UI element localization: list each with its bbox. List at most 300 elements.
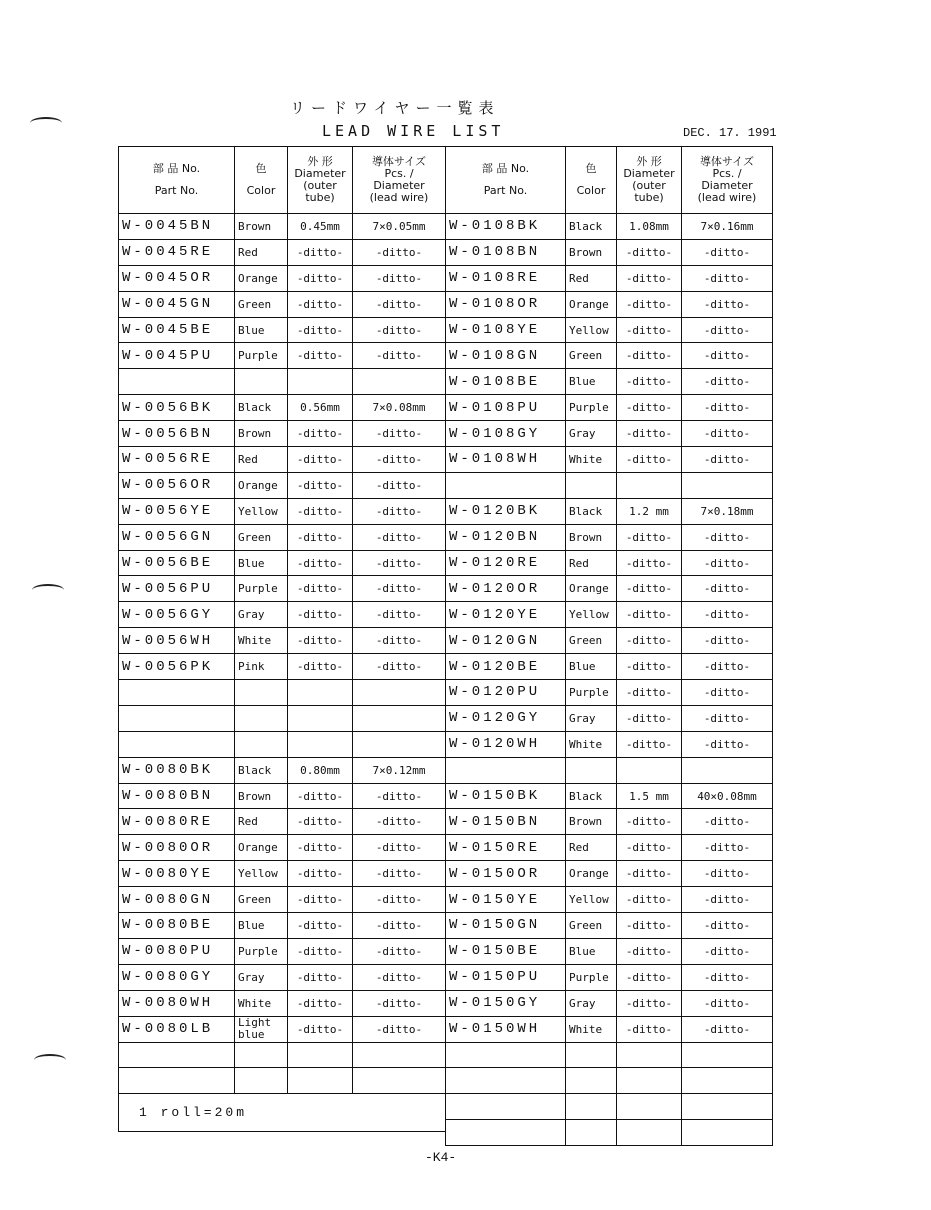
- part-no-cell: W-0120YE: [446, 602, 566, 628]
- pcs-header-en: Diameter: [701, 179, 753, 192]
- part-no-cell: [446, 1094, 566, 1120]
- table-row: [119, 239, 446, 265]
- pcs-cell: -ditto-: [353, 887, 446, 913]
- table-row: [119, 369, 446, 395]
- color-header-jp: 色: [255, 162, 267, 175]
- color-cell: Blue: [566, 369, 617, 395]
- color-cell: Blue: [235, 913, 288, 939]
- diameter-cell: -ditto-: [288, 447, 353, 473]
- part-no-cell: W-0080GN: [119, 887, 235, 913]
- diameter-cell: 1.08mm: [617, 214, 682, 240]
- color-cell: Red: [566, 265, 617, 291]
- color-cell: Gray: [566, 705, 617, 731]
- header-row: [119, 147, 446, 214]
- part-no-cell: [446, 1068, 566, 1094]
- pcs-cell: -ditto-: [353, 550, 446, 576]
- pcs-cell: -ditto-: [353, 265, 446, 291]
- diameter-cell: -ditto-: [288, 421, 353, 447]
- table-row: [446, 1094, 773, 1120]
- color-cell: Black: [566, 498, 617, 524]
- part-no-cell: W-0120PU: [446, 680, 566, 706]
- part-no-cell: W-0056RE: [119, 447, 235, 473]
- pcs-cell: 7×0.18mm: [682, 498, 773, 524]
- diameter-cell: -ditto-: [617, 343, 682, 369]
- color-cell: Orange: [235, 265, 288, 291]
- part-no-cell: W-0056PU: [119, 576, 235, 602]
- diameter-header-en: Diameter: [623, 167, 675, 180]
- diameter-cell: [288, 731, 353, 757]
- pcs-cell: -ditto-: [682, 938, 773, 964]
- diameter-cell: -ditto-: [617, 576, 682, 602]
- color-cell: [566, 1042, 617, 1068]
- table-row: [119, 214, 446, 240]
- table-row: [446, 291, 773, 317]
- color-cell: White: [235, 990, 288, 1016]
- diameter-cell: -ditto-: [288, 343, 353, 369]
- table-row: [119, 913, 446, 939]
- color-cell: Red: [235, 809, 288, 835]
- color-header: [235, 147, 288, 214]
- pcs-cell: [682, 472, 773, 498]
- part-no-cell: W-0108BN: [446, 239, 566, 265]
- table-row: [446, 938, 773, 964]
- pcs-cell: -ditto-: [353, 524, 446, 550]
- diameter-cell: -ditto-: [288, 265, 353, 291]
- color-cell: White: [566, 1016, 617, 1042]
- table-row: [119, 602, 446, 628]
- part-no-cell: [446, 1042, 566, 1068]
- table-row: [446, 602, 773, 628]
- table-row: [119, 498, 446, 524]
- part-no-cell: [119, 731, 235, 757]
- table-row: [446, 550, 773, 576]
- table-row: [119, 705, 446, 731]
- diameter-cell: -ditto-: [617, 447, 682, 473]
- table-row: [119, 447, 446, 473]
- pcs-cell: -ditto-: [682, 317, 773, 343]
- part-no-cell: [119, 1068, 235, 1094]
- pcs-cell: -ditto-: [353, 421, 446, 447]
- pcs-header-jp: 導体サイズ: [371, 155, 427, 168]
- diameter-cell: -ditto-: [617, 291, 682, 317]
- diameter-cell: [617, 1068, 682, 1094]
- table-row: [446, 757, 773, 783]
- diameter-cell: -ditto-: [288, 602, 353, 628]
- pcs-cell: -ditto-: [682, 602, 773, 628]
- table-row: [119, 524, 446, 550]
- part-no-cell: W-0056GN: [119, 524, 235, 550]
- color-cell: Red: [235, 239, 288, 265]
- table-row: [119, 550, 446, 576]
- diameter-cell: -ditto-: [617, 809, 682, 835]
- part-no-cell: W-0120OR: [446, 576, 566, 602]
- diameter-cell: -ditto-: [288, 938, 353, 964]
- color-cell: Brown: [235, 214, 288, 240]
- diameter-cell: -ditto-: [617, 861, 682, 887]
- table-row: [446, 964, 773, 990]
- part-no-cell: W-0080OR: [119, 835, 235, 861]
- color-cell: Green: [235, 887, 288, 913]
- pcs-cell: [682, 1042, 773, 1068]
- part-no-cell: W-0080GY: [119, 964, 235, 990]
- diameter-cell: -ditto-: [288, 498, 353, 524]
- margin-mark: [32, 584, 64, 596]
- table-row: [119, 964, 446, 990]
- table-row: [446, 887, 773, 913]
- pcs-cell: -ditto-: [353, 783, 446, 809]
- roll-length-note: 1 roll=20m: [119, 1094, 446, 1132]
- part-no-cell: W-0150GY: [446, 990, 566, 1016]
- color-cell: Gray: [235, 964, 288, 990]
- part-no-cell: W-0150OR: [446, 861, 566, 887]
- color-cell: Purple: [566, 964, 617, 990]
- diameter-cell: [617, 1094, 682, 1120]
- pcs-header-en: Pcs. /: [712, 167, 742, 180]
- part-no-cell: W-0150RE: [446, 835, 566, 861]
- table-row: [119, 783, 446, 809]
- color-cell: [566, 1094, 617, 1120]
- pcs-cell: -ditto-: [682, 680, 773, 706]
- table-row: [119, 291, 446, 317]
- part-no-cell: [119, 1042, 235, 1068]
- table-row: [119, 317, 446, 343]
- table-row: [119, 1042, 446, 1068]
- diameter-header-jp: 外 形: [636, 155, 662, 168]
- color-cell: Brown: [566, 809, 617, 835]
- table-row: [119, 861, 446, 887]
- color-cell: Purple: [566, 395, 617, 421]
- table-row: [446, 990, 773, 1016]
- color-cell: [235, 731, 288, 757]
- pcs-cell: -ditto-: [682, 835, 773, 861]
- color-cell: [566, 472, 617, 498]
- part-no-cell: W-0108WH: [446, 447, 566, 473]
- diameter-cell: -ditto-: [617, 265, 682, 291]
- part-no-header-jp: 部 品 No.: [152, 162, 201, 175]
- color-cell: Brown: [566, 524, 617, 550]
- diameter-cell: -ditto-: [617, 1016, 682, 1042]
- diameter-cell: -ditto-: [288, 809, 353, 835]
- pcs-header-jp: 導体サイズ: [699, 155, 755, 168]
- table-row: [446, 861, 773, 887]
- page-number: -K4-: [425, 1150, 457, 1165]
- diameter-cell: -ditto-: [617, 628, 682, 654]
- table-row: [119, 343, 446, 369]
- margin-mark: [34, 1054, 66, 1066]
- table-row: [119, 265, 446, 291]
- diameter-cell: [288, 1042, 353, 1068]
- diameter-cell: [617, 472, 682, 498]
- pcs-cell: -ditto-: [353, 447, 446, 473]
- color-cell: [235, 705, 288, 731]
- part-no-cell: W-0108BE: [446, 369, 566, 395]
- color-cell: Black: [566, 214, 617, 240]
- part-no-cell: W-0150BK: [446, 783, 566, 809]
- pcs-header-en: Pcs. /: [384, 167, 414, 180]
- color-cell: Gray: [566, 990, 617, 1016]
- part-no-cell: W-0080PU: [119, 938, 235, 964]
- color-cell: Green: [566, 628, 617, 654]
- pcs-cell: -ditto-: [682, 395, 773, 421]
- color-cell: [235, 369, 288, 395]
- color-cell: Orange: [566, 861, 617, 887]
- table-row: [446, 1120, 773, 1146]
- table-row: [446, 783, 773, 809]
- diameter-cell: 1.2 mm: [617, 498, 682, 524]
- color-cell: Gray: [235, 602, 288, 628]
- table-row: [446, 447, 773, 473]
- color-cell: Yellow: [235, 861, 288, 887]
- part-no-cell: W-0056OR: [119, 472, 235, 498]
- lead-wire-table-right: [445, 146, 773, 1146]
- color-cell: [235, 1042, 288, 1068]
- part-no-cell: W-0108GN: [446, 343, 566, 369]
- pcs-cell: 7×0.12mm: [353, 757, 446, 783]
- diameter-cell: -ditto-: [617, 887, 682, 913]
- pcs-cell: 7×0.16mm: [682, 214, 773, 240]
- diameter-cell: -ditto-: [288, 964, 353, 990]
- diameter-cell: -ditto-: [617, 938, 682, 964]
- pcs-header-en: Diameter: [373, 179, 425, 192]
- part-no-header: [119, 147, 235, 214]
- pcs-cell: -ditto-: [353, 861, 446, 887]
- table-row: [119, 887, 446, 913]
- table-row: [446, 913, 773, 939]
- document-date: DEC. 17. 1991: [683, 126, 777, 140]
- pcs-header-en: (lead wire): [369, 191, 429, 204]
- table-row: [446, 809, 773, 835]
- color-header-en: Color: [576, 184, 606, 197]
- table-row: [119, 757, 446, 783]
- table-row: [446, 1068, 773, 1094]
- pcs-cell: [353, 680, 446, 706]
- part-no-cell: W-0120BN: [446, 524, 566, 550]
- part-no-cell: W-0045RE: [119, 239, 235, 265]
- diameter-cell: -ditto-: [617, 550, 682, 576]
- diameter-cell: -ditto-: [617, 913, 682, 939]
- pcs-cell: -ditto-: [682, 550, 773, 576]
- part-no-cell: W-0108BK: [446, 214, 566, 240]
- table-row: [446, 214, 773, 240]
- footer-row: [119, 1094, 446, 1132]
- pcs-cell: -ditto-: [353, 602, 446, 628]
- pcs-cell: [353, 369, 446, 395]
- part-no-header: [446, 147, 566, 214]
- pcs-cell: -ditto-: [353, 654, 446, 680]
- diameter-cell: -ditto-: [288, 317, 353, 343]
- part-no-cell: W-0120WH: [446, 731, 566, 757]
- color-cell: Brown: [235, 421, 288, 447]
- header-row: [446, 147, 773, 214]
- table-row: [446, 317, 773, 343]
- diameter-cell: -ditto-: [288, 1016, 353, 1042]
- pcs-cell: -ditto-: [353, 291, 446, 317]
- part-no-cell: W-0150BE: [446, 938, 566, 964]
- pcs-cell: [682, 1068, 773, 1094]
- diameter-cell: -ditto-: [617, 421, 682, 447]
- part-no-cell: W-0080BE: [119, 913, 235, 939]
- part-no-cell: W-0108GY: [446, 421, 566, 447]
- diameter-cell: -ditto-: [617, 602, 682, 628]
- pcs-cell: -ditto-: [682, 731, 773, 757]
- color-cell: [566, 1120, 617, 1146]
- color-cell: White: [566, 731, 617, 757]
- diameter-header-jp: 外 形: [307, 155, 333, 168]
- part-no-cell: W-0045GN: [119, 291, 235, 317]
- pcs-cell: -ditto-: [353, 628, 446, 654]
- table-row: [446, 1042, 773, 1068]
- part-no-header-jp: 部 品 No.: [481, 162, 530, 175]
- part-no-cell: W-0080BK: [119, 757, 235, 783]
- color-cell: Green: [235, 524, 288, 550]
- pcs-header: [353, 147, 446, 214]
- diameter-cell: [288, 705, 353, 731]
- diameter-cell: [288, 1068, 353, 1094]
- pcs-cell: -ditto-: [353, 809, 446, 835]
- color-cell: Red: [566, 550, 617, 576]
- part-no-cell: [446, 757, 566, 783]
- color-cell: Blue: [235, 550, 288, 576]
- pcs-header-en: (lead wire): [697, 191, 757, 204]
- color-cell: Blue: [235, 317, 288, 343]
- pcs-cell: -ditto-: [682, 990, 773, 1016]
- part-no-cell: W-0108YE: [446, 317, 566, 343]
- table-row: [119, 680, 446, 706]
- pcs-cell: [353, 1068, 446, 1094]
- color-cell: Green: [566, 913, 617, 939]
- table-row: [119, 809, 446, 835]
- pcs-cell: -ditto-: [353, 1016, 446, 1042]
- diameter-cell: -ditto-: [288, 524, 353, 550]
- pcs-cell: 40×0.08mm: [682, 783, 773, 809]
- table-row: [446, 654, 773, 680]
- pcs-cell: -ditto-: [682, 913, 773, 939]
- part-no-header-en: Part No.: [483, 184, 528, 197]
- pcs-cell: -ditto-: [682, 576, 773, 602]
- diameter-cell: [617, 1120, 682, 1146]
- part-no-cell: W-0150GN: [446, 913, 566, 939]
- part-no-cell: [119, 369, 235, 395]
- pcs-cell: [682, 1120, 773, 1146]
- part-no-cell: [119, 705, 235, 731]
- diameter-cell: -ditto-: [617, 524, 682, 550]
- color-cell: [566, 757, 617, 783]
- diameter-cell: -ditto-: [617, 395, 682, 421]
- color-cell: Pink: [235, 654, 288, 680]
- part-no-cell: [119, 680, 235, 706]
- part-no-cell: W-0056BK: [119, 395, 235, 421]
- color-cell: Yellow: [566, 887, 617, 913]
- pcs-cell: -ditto-: [682, 887, 773, 913]
- diameter-cell: -ditto-: [288, 550, 353, 576]
- part-no-cell: W-0056PK: [119, 654, 235, 680]
- table-row: [119, 576, 446, 602]
- pcs-header: [682, 147, 773, 214]
- pcs-cell: -ditto-: [353, 472, 446, 498]
- color-cell: Orange: [566, 576, 617, 602]
- diameter-cell: -ditto-: [288, 628, 353, 654]
- diameter-header-en: (outer: [632, 179, 666, 192]
- part-no-cell: W-0150PU: [446, 964, 566, 990]
- lead-wire-table-left: [118, 146, 446, 1132]
- pcs-cell: [682, 1094, 773, 1120]
- diameter-cell: -ditto-: [288, 835, 353, 861]
- color-cell: Orange: [566, 291, 617, 317]
- color-cell: Light blue: [235, 1016, 288, 1042]
- color-cell: Black: [235, 757, 288, 783]
- color-cell: Blue: [566, 938, 617, 964]
- part-no-cell: [446, 1120, 566, 1146]
- table-row: [446, 731, 773, 757]
- part-no-cell: W-0056GY: [119, 602, 235, 628]
- pcs-cell: -ditto-: [682, 343, 773, 369]
- part-no-cell: W-0120BK: [446, 498, 566, 524]
- pcs-cell: -ditto-: [353, 990, 446, 1016]
- color-header-jp: 色: [585, 162, 597, 175]
- part-no-cell: W-0080RE: [119, 809, 235, 835]
- table-row: [446, 343, 773, 369]
- color-cell: Gray: [566, 421, 617, 447]
- pcs-cell: -ditto-: [682, 1016, 773, 1042]
- pcs-cell: -ditto-: [353, 239, 446, 265]
- pcs-cell: -ditto-: [353, 913, 446, 939]
- color-cell: Red: [235, 447, 288, 473]
- diameter-cell: 0.45mm: [288, 214, 353, 240]
- color-cell: White: [566, 447, 617, 473]
- table-row: [119, 1068, 446, 1094]
- diameter-cell: -ditto-: [288, 239, 353, 265]
- pcs-cell: 7×0.05mm: [353, 214, 446, 240]
- pcs-cell: -ditto-: [682, 239, 773, 265]
- part-no-cell: W-0108RE: [446, 265, 566, 291]
- table-row: [446, 395, 773, 421]
- diameter-cell: -ditto-: [288, 913, 353, 939]
- pcs-cell: -ditto-: [682, 369, 773, 395]
- pcs-cell: -ditto-: [682, 421, 773, 447]
- color-cell: [566, 1068, 617, 1094]
- diameter-cell: -ditto-: [288, 472, 353, 498]
- pcs-cell: -ditto-: [682, 654, 773, 680]
- part-no-cell: W-0056BE: [119, 550, 235, 576]
- pcs-cell: -ditto-: [353, 576, 446, 602]
- part-no-cell: W-0045BE: [119, 317, 235, 343]
- part-no-header-en: Part No.: [154, 184, 199, 197]
- pcs-cell: [682, 757, 773, 783]
- diameter-cell: -ditto-: [617, 835, 682, 861]
- pcs-cell: 7×0.08mm: [353, 395, 446, 421]
- table-row: [119, 990, 446, 1016]
- pcs-cell: [353, 731, 446, 757]
- part-no-cell: [446, 472, 566, 498]
- table-row: [119, 472, 446, 498]
- diameter-cell: -ditto-: [617, 239, 682, 265]
- color-cell: Purple: [235, 938, 288, 964]
- color-cell: Yellow: [566, 317, 617, 343]
- diameter-header-en: tube): [634, 191, 664, 204]
- pcs-cell: [353, 705, 446, 731]
- diameter-cell: 1.5 mm: [617, 783, 682, 809]
- table-row: [446, 576, 773, 602]
- table-row: [446, 628, 773, 654]
- diameter-cell: [617, 757, 682, 783]
- diameter-cell: -ditto-: [617, 731, 682, 757]
- table-row: [446, 680, 773, 706]
- color-cell: Green: [235, 291, 288, 317]
- diameter-cell: [288, 369, 353, 395]
- color-cell: Red: [566, 835, 617, 861]
- diameter-cell: -ditto-: [617, 317, 682, 343]
- part-no-cell: W-0045PU: [119, 343, 235, 369]
